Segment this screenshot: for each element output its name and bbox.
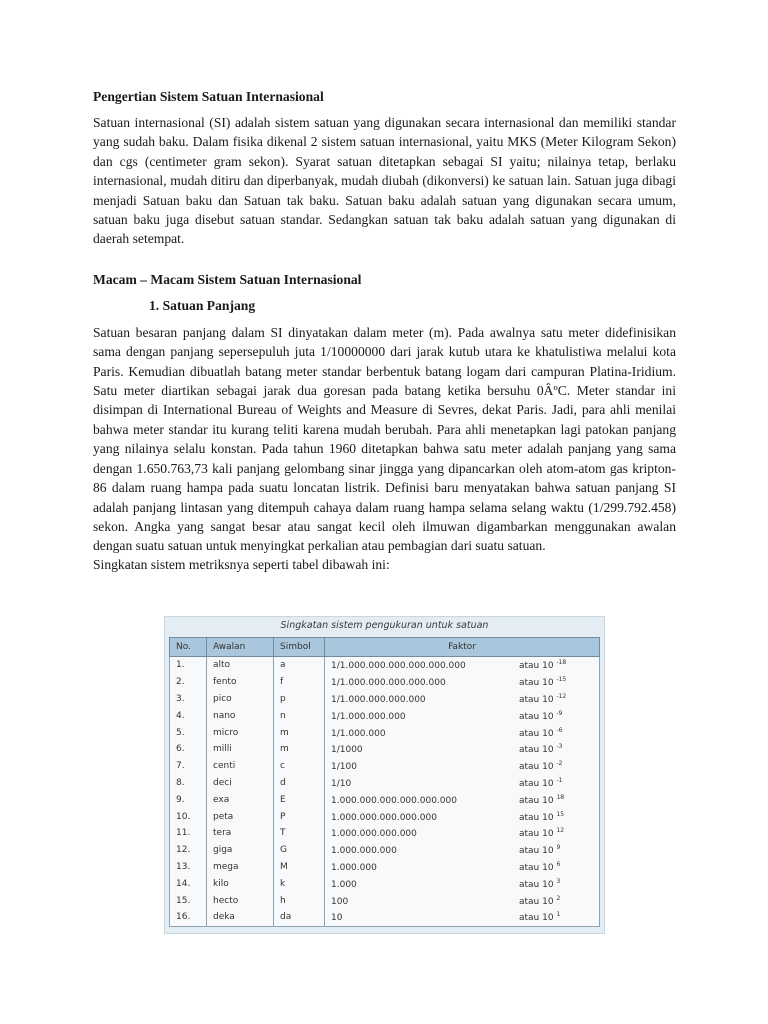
faktor-power [519, 760, 562, 772]
faktor-power [519, 659, 566, 671]
cell-no: 6. [170, 741, 207, 758]
exponent: 3 [556, 877, 561, 885]
table-caption: Singkatan sistem pengukuran untuk satuan [280, 620, 489, 631]
atau-label: atau 10 [519, 661, 554, 672]
header-faktor: Faktor [325, 638, 600, 657]
table-row [170, 825, 600, 842]
cell-awalan: kilo [207, 875, 274, 892]
cell-no: 12. [170, 842, 207, 859]
cell-faktor [325, 825, 600, 842]
cell-awalan: fento [207, 674, 274, 691]
table-intro-text: Singkatan sistem metriksnya seperti tabel dibawah ini: [93, 556, 390, 572]
atau-label: atau 10 [519, 694, 554, 705]
faktor-value: 1/1000 [331, 745, 363, 756]
table-row [170, 875, 600, 892]
faktor-power [519, 777, 562, 789]
cell-faktor [325, 775, 600, 792]
table-row [170, 758, 600, 775]
paragraph-satuan-panjang: Satuan besaran panjang dalam SI dinyatakan dalam meter (m). Pada awalnya satu meter didefinisikan sama dengan panjang sepersepuluh juta 1/10000000 dari jarak kutub utara ke khatulistiwa melalui kota Paris. Kemudian dibuatlah batang meter standar berbentuk batang logam dari campuran Platina-Iridium. Satu meter diartikan sebagai jarak dua goresan pada batang ketika bersuhu 0ÂºC. Meter standar ini disimpan di International Bureau of Weights and Measure di Sevres, dekat Paris. Jadi, para ahli menilai bahwa meter standar itu kurang teliti karena mudah berubah. Para ahli menetapkan lagi patokan panjang yang nilainya selalu konstan. Pada tahun 1960 ditetapkan bahwa satu meter adalah panjang yang sama dengan 1.650.763,73 kali panjang gelombang sinar jingga yang dipancarkan oleh atom-atom gas kripton-86 dalam ruang hampa pada suatu loncatan listrik. Definisi baru menyatakan bahwa satuan panjang SI adalah panjang lintasan yang ditempuh cahaya dalam ruang hampa selama selang waktu (1/299.792.458) sekon. Angka yang sangat besar atau sangat kecil oleh ilmuwan digambarkan menggunakan awalan dengan suatu satuan untuk menyingkat perkalian atau pembagian dari suatu satuan. [93, 324, 676, 554]
cell-no: 9. [170, 791, 207, 808]
subheading-satuan-panjang: 1. Satuan Panjang [149, 297, 256, 313]
exponent: -2 [556, 760, 563, 768]
faktor-value: 1.000.000.000.000.000 [331, 812, 437, 823]
cell-simbol: da [274, 909, 325, 926]
atau-label: atau 10 [519, 711, 554, 722]
atau-label: atau 10 [519, 795, 554, 806]
exponent: 18 [556, 793, 565, 801]
exponent: -18 [556, 659, 567, 667]
faktor-value: 1/100 [331, 762, 357, 773]
exponent: 9 [556, 844, 561, 852]
exponent: 2 [556, 894, 561, 902]
faktor-value: 1.000 [331, 879, 357, 890]
faktor-value: 1/1.000.000 [331, 728, 386, 739]
section-heading-macam: Macam – Macam Sistem Satuan Internasional [93, 271, 362, 287]
faktor-value: 1.000.000.000.000.000.000 [331, 795, 457, 806]
cell-awalan: tera [207, 825, 274, 842]
faktor-power [519, 878, 560, 890]
faktor-power [519, 794, 564, 806]
cell-simbol: P [274, 808, 325, 825]
atau-label: atau 10 [519, 745, 554, 756]
cell-no: 2. [170, 674, 207, 691]
table-row [170, 909, 600, 926]
table-row [170, 691, 600, 708]
cell-no: 16. [170, 909, 207, 926]
faktor-power [519, 693, 566, 705]
cell-no: 5. [170, 724, 207, 741]
faktor-value: 1/1.000.000.000.000 [331, 694, 426, 705]
cell-faktor [325, 808, 600, 825]
faktor-power [519, 827, 564, 839]
faktor-value: 10 [331, 913, 343, 924]
section-heading-pengertian: Pengertian Sistem Satuan Internasional [93, 89, 324, 104]
atau-label: atau 10 [519, 913, 554, 924]
cell-awalan: hecto [207, 892, 274, 909]
exponent: 1 [556, 911, 561, 919]
cell-awalan: exa [207, 791, 274, 808]
header-awalan: Awalan [207, 638, 274, 657]
faktor-power [519, 727, 562, 739]
cell-awalan: deka [207, 909, 274, 926]
cell-no: 3. [170, 691, 207, 708]
cell-simbol: T [274, 825, 325, 842]
table-row [170, 892, 600, 909]
cell-faktor [325, 892, 600, 909]
cell-faktor [325, 758, 600, 775]
table-row [170, 808, 600, 825]
exponent: -6 [556, 726, 563, 734]
table-body [170, 657, 600, 927]
prefix-table-image [164, 616, 605, 934]
atau-label: atau 10 [519, 778, 554, 789]
cell-simbol: m [274, 724, 325, 741]
header-simbol: Simbol [274, 638, 325, 657]
faktor-power [519, 911, 560, 923]
table-row [170, 674, 600, 691]
header-no: No. [170, 638, 207, 657]
cell-no: 7. [170, 758, 207, 775]
cell-faktor [325, 657, 600, 674]
exponent: 6 [556, 860, 561, 868]
cell-no: 10. [170, 808, 207, 825]
cell-awalan: micro [207, 724, 274, 741]
exponent: -15 [556, 676, 567, 684]
cell-awalan: deci [207, 775, 274, 792]
cell-simbol: d [274, 775, 325, 792]
exponent: -1 [556, 776, 563, 784]
cell-awalan: pico [207, 691, 274, 708]
cell-no: 13. [170, 859, 207, 876]
atau-label: atau 10 [519, 879, 554, 890]
cell-simbol: M [274, 859, 325, 876]
faktor-value: 1/10 [331, 778, 352, 789]
table-row [170, 741, 600, 758]
atau-label: atau 10 [519, 896, 554, 907]
cell-simbol: E [274, 791, 325, 808]
faktor-value: 1/1.000.000.000.000.000 [331, 678, 446, 689]
table-row [170, 791, 600, 808]
cell-simbol: p [274, 691, 325, 708]
cell-no: 11. [170, 825, 207, 842]
table-row [170, 842, 600, 859]
cell-awalan: giga [207, 842, 274, 859]
atau-label: atau 10 [519, 812, 554, 823]
cell-no: 15. [170, 892, 207, 909]
cell-faktor [325, 741, 600, 758]
cell-faktor [325, 707, 600, 724]
exponent: -9 [556, 709, 563, 717]
faktor-value: 100 [331, 896, 349, 907]
cell-simbol: h [274, 892, 325, 909]
cell-no: 8. [170, 775, 207, 792]
exponent: -12 [556, 692, 567, 700]
cell-no: 1. [170, 657, 207, 674]
cell-simbol: a [274, 657, 325, 674]
cell-simbol: k [274, 875, 325, 892]
document-body [93, 87, 676, 574]
cell-awalan: milli [207, 741, 274, 758]
cell-faktor [325, 909, 600, 926]
exponent: -3 [556, 743, 563, 751]
paragraph-pengertian: Satuan internasional (SI) adalah sistem satuan yang digunakan secara internasional dan memiliki standar yang sudah baku. Dalam fisika dikenal 2 sistem satuan internasional, yaitu MKS (Meter Kilogram Sekon) dan cgs (centimeter gram sekon). Syarat satuan ditetapkan sebagai SI yaitu; nilainya tetap, berlaku internasional, mudah ditiru dan diperbanyak, mudah diubah (dikonversi) ke satuan lain. Satuan juga dibagi menjadi Satuan baku dan Satuan tak baku. Satuan baku adalah satuan yang digunakan secara umum, satuan baku juga disebut satuan standar. Sedangkan satuan tak baku adalah satuan yang digunakan di daerah setempat. [93, 115, 676, 247]
faktor-power [519, 844, 560, 856]
table-header-row [170, 638, 600, 657]
cell-faktor [325, 691, 600, 708]
cell-awalan: nano [207, 707, 274, 724]
faktor-power [519, 710, 562, 722]
exponent: 12 [556, 827, 565, 835]
faktor-power [519, 743, 562, 755]
cell-no: 4. [170, 707, 207, 724]
cell-faktor [325, 875, 600, 892]
atau-label: atau 10 [519, 862, 554, 873]
atau-label: atau 10 [519, 678, 554, 689]
atau-label: atau 10 [519, 829, 554, 840]
cell-simbol: m [274, 741, 325, 758]
faktor-power [519, 861, 560, 873]
table-row [170, 724, 600, 741]
table-row [170, 657, 600, 674]
cell-faktor [325, 724, 600, 741]
faktor-value: 1/1.000.000.000.000.000.000 [331, 661, 466, 672]
faktor-value: 1.000.000.000.000 [331, 829, 417, 840]
faktor-value: 1/1.000.000.000 [331, 711, 406, 722]
atau-label: atau 10 [519, 762, 554, 773]
table-row [170, 707, 600, 724]
faktor-power [519, 676, 566, 688]
cell-simbol: c [274, 758, 325, 775]
cell-awalan: centi [207, 758, 274, 775]
prefix-table [169, 637, 600, 927]
faktor-power [519, 895, 560, 907]
cell-no: 14. [170, 875, 207, 892]
faktor-power [519, 811, 564, 823]
cell-awalan: alto [207, 657, 274, 674]
cell-simbol: G [274, 842, 325, 859]
cell-faktor [325, 674, 600, 691]
atau-label: atau 10 [519, 846, 554, 857]
table-row [170, 775, 600, 792]
cell-simbol: n [274, 707, 325, 724]
faktor-value: 1.000.000.000 [331, 846, 397, 857]
cell-awalan: peta [207, 808, 274, 825]
atau-label: atau 10 [519, 728, 554, 739]
exponent: 15 [556, 810, 565, 818]
faktor-value: 1.000.000 [331, 862, 377, 873]
table-row [170, 859, 600, 876]
cell-simbol: f [274, 674, 325, 691]
cell-faktor [325, 791, 600, 808]
cell-faktor [325, 842, 600, 859]
cell-awalan: mega [207, 859, 274, 876]
cell-faktor [325, 859, 600, 876]
